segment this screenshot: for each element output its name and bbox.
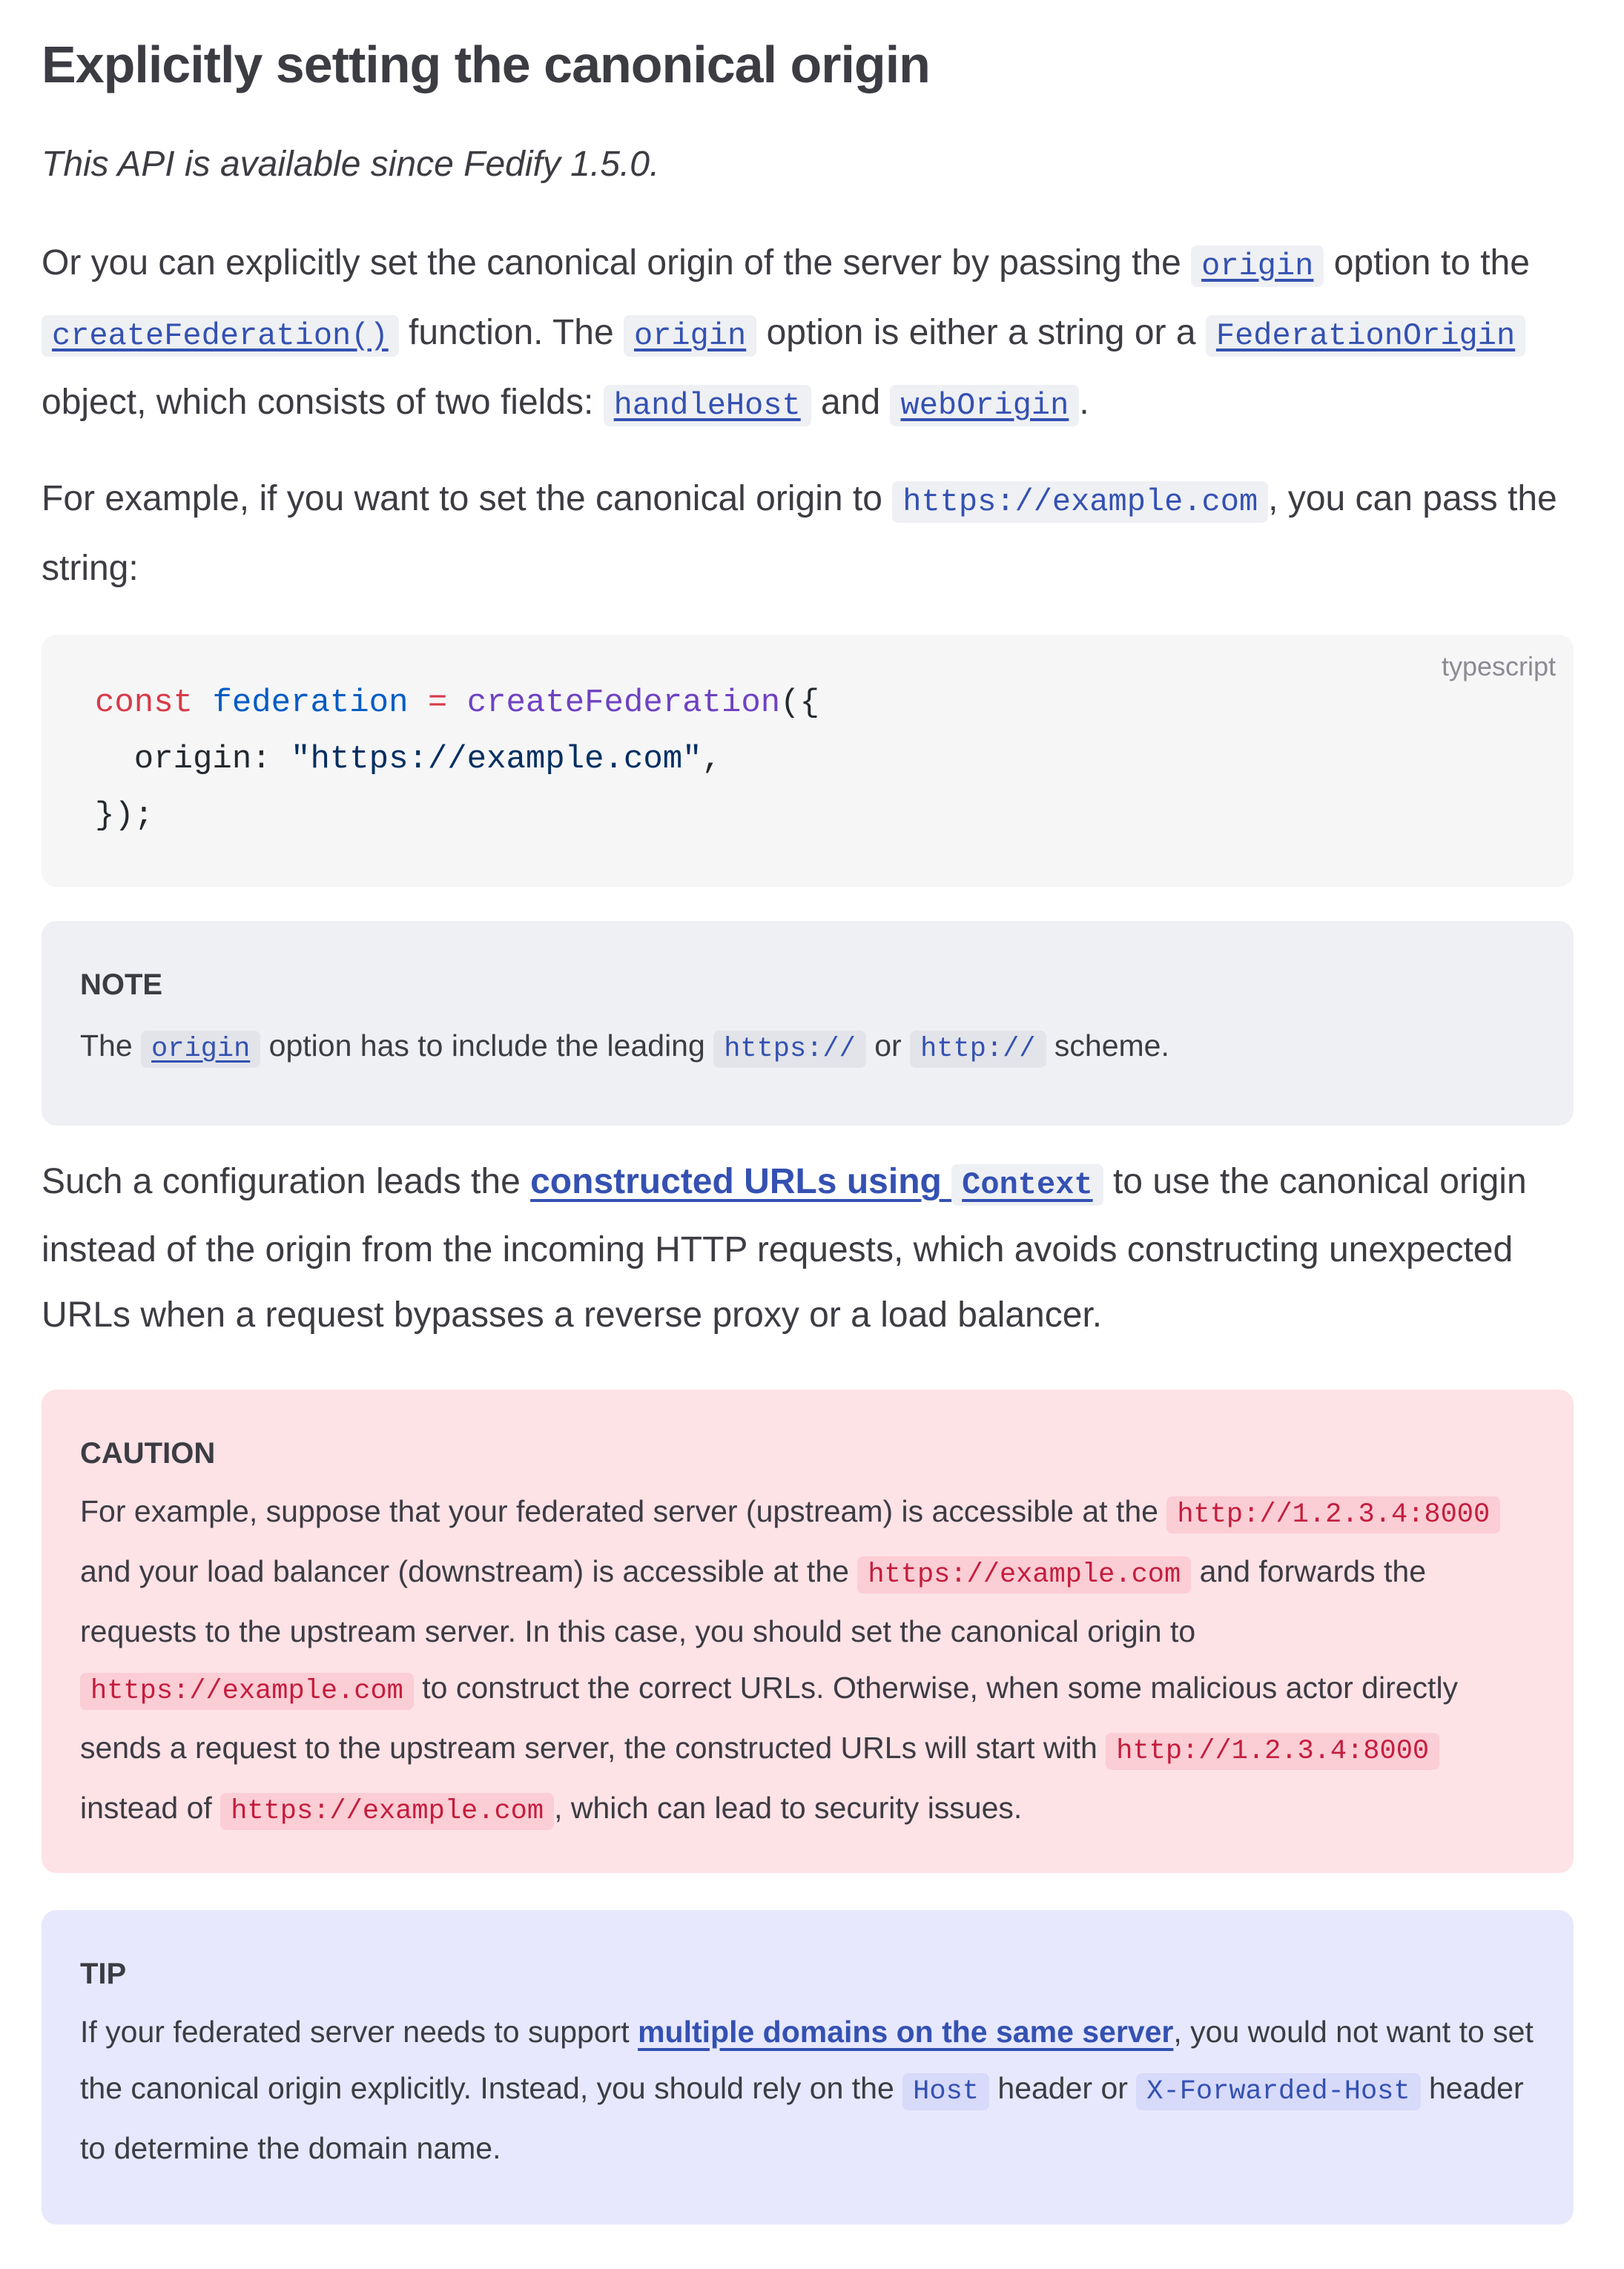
origin-option-link[interactable]: origin bbox=[1191, 243, 1324, 283]
paragraph-origin-option: Or you can explicitly set the canonical origin of the server by passing the origin option to the createFederation() function. The origin option is either a string or a FederationOrigin object, which consists of two fields: handleHost and webOrigin . bbox=[42, 230, 1574, 439]
constructed-urls-link[interactable]: constructed URLs using Context bbox=[530, 1162, 1103, 1201]
x-forwarded-host-code: X-Forwarded-Host bbox=[1136, 2073, 1420, 2110]
code-language-label: typescript bbox=[1441, 651, 1556, 681]
paragraph-example: For example, if you want to set the canonical origin to https://example.com , you can pass the string: bbox=[42, 479, 1557, 588]
federation-origin-link[interactable]: FederationOrigin bbox=[1206, 313, 1525, 352]
caution-callout bbox=[42, 1390, 1574, 1873]
web-origin-link[interactable]: webOrigin bbox=[890, 383, 1079, 422]
create-federation-link[interactable]: createFederation() bbox=[42, 313, 399, 352]
http-scheme-code: http:// bbox=[910, 1031, 1046, 1068]
code-content: const federation = createFederation({ origin: "https://example.com", }); bbox=[95, 684, 819, 834]
note-callout bbox=[42, 921, 1574, 1126]
https-scheme-code: https:// bbox=[713, 1031, 866, 1068]
host-header-code: Host bbox=[902, 2073, 989, 2110]
note-text: The origin option has to include the leading https:// or http:// scheme. bbox=[80, 1017, 1534, 1077]
caution-title: CAUTION bbox=[80, 1437, 216, 1470]
handle-host-link[interactable]: handleHost bbox=[604, 383, 811, 422]
tip-text: If your federated server needs to support multiple domains on the same server, you would not want to set the canonical origin explicitly. Instead, you should rely on the Host header or X-Forwarded-Host header to determine the domain name. bbox=[80, 2015, 1534, 2165]
note-title: NOTE bbox=[80, 968, 163, 1001]
multiple-domains-link[interactable]: multiple domains on the same server bbox=[638, 2015, 1174, 2049]
caution-text: For example, suppose that your federated server (upstream) is accessible at the http://1.2.3.4:8000 and your load balancer (downstream) is accessible at the https://example.com and forwards the requests to the upstream server. In this case, you should set the canonical origin to https://example.com to construct the correct URLs. Otherwise, when some malicious actor directly sends a request to the upstream server, the constructed URLs will start with http://1.2.3.4:8000 instead of https://example.com , which can lead to security issues. bbox=[80, 1483, 1534, 1840]
section-heading: Explicitly setting the canonical origin bbox=[42, 36, 930, 93]
tip-callout bbox=[42, 1910, 1574, 2225]
example-url-code: https://example.com bbox=[892, 481, 1268, 523]
tip-title: TIP bbox=[80, 1958, 127, 1990]
availability-note: This API is available since Fedify 1.5.0. bbox=[42, 145, 660, 184]
paragraph-configuration: Such a configuration leads the constructed URLs using Context to use the canonical origin instead of the origin from the incoming HTTP requests, which avoids constructing unexpected URLs when a request bypasses a reverse proxy or a load balancer. bbox=[42, 1162, 1527, 1335]
note-origin-link[interactable]: origin bbox=[141, 1028, 260, 1063]
origin-option-link-2[interactable]: origin bbox=[624, 313, 756, 352]
code-block bbox=[42, 635, 1574, 887]
